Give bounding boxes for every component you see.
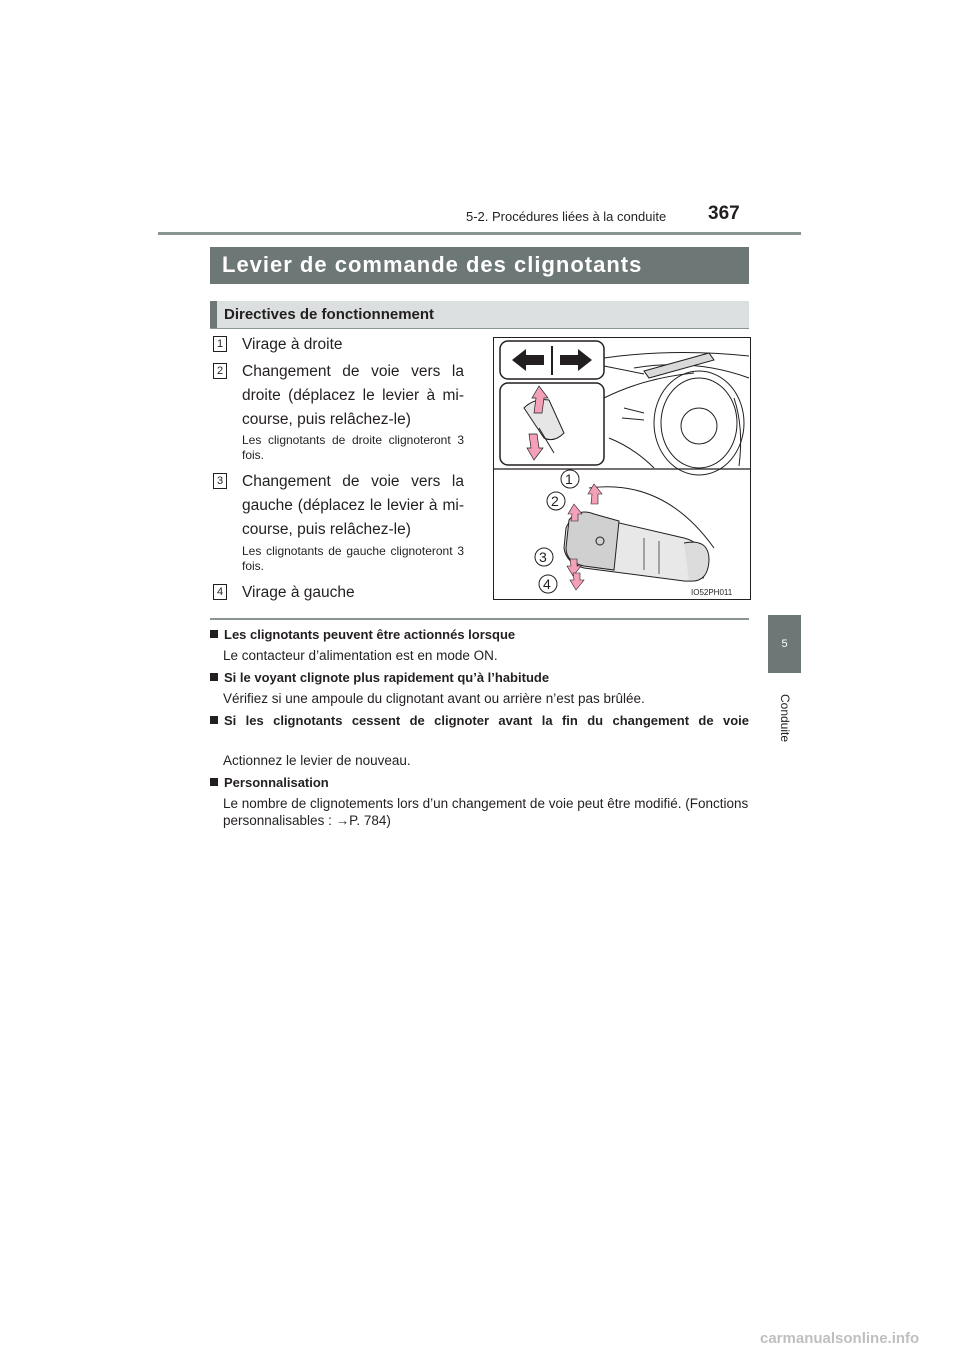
section-title: 5-2. Procédures liées à la conduite bbox=[466, 209, 667, 224]
figure-code: IO52PH011 bbox=[691, 588, 733, 597]
bullet-square-icon bbox=[210, 673, 218, 681]
note-heading-4: Personnalisation bbox=[210, 775, 750, 791]
callout-4: 4 bbox=[543, 576, 551, 592]
header-rule bbox=[158, 232, 801, 235]
page-title: Levier de commande des clignotants bbox=[222, 252, 643, 277]
step-text-2: Changement de voie vers la droite (déplacez le levier à mi-course, puis relâchez-le) bbox=[242, 363, 464, 428]
bullet-square-icon bbox=[210, 778, 218, 786]
step-note-2: Les clignotants de droite clignoteront 3 fois. bbox=[242, 433, 464, 462]
chapter-label: Conduite bbox=[778, 693, 792, 743]
lever-closeup bbox=[564, 487, 714, 581]
notes-separator bbox=[210, 618, 749, 620]
bullet-square-icon bbox=[210, 716, 218, 724]
title-bar bbox=[210, 247, 749, 284]
note-body-1: Le contacteur d’alimentation est en mode ON. bbox=[223, 648, 498, 663]
step-text-3: Changement de voie vers la gauche (déplacez le levier à mi-course, puis relâchez-le) bbox=[242, 473, 464, 538]
note-heading-1: Les clignotants peuvent être actionnés lorsque bbox=[210, 627, 750, 643]
turn-signal-illustration bbox=[493, 337, 751, 600]
step-text-4: Virage à gauche bbox=[242, 584, 355, 601]
note-body-3: Actionnez le levier de nouveau. bbox=[223, 753, 411, 768]
note-body-2: Vérifiez si une ampoule du clignotant avant ou arrière n’est pas brûlée. bbox=[223, 691, 645, 706]
note-body-4: Le nombre de clignotements lors d’un changement de voie peut être modifié. (Fonctions personnalisables : →P. 784) bbox=[223, 796, 749, 828]
callout-3: 3 bbox=[539, 549, 547, 565]
subtitle-accent bbox=[210, 301, 217, 328]
step-text-1: Virage à droite bbox=[242, 336, 343, 353]
step-note-3: Les clignotants de gauche clignoteront 3 fois. bbox=[242, 544, 464, 573]
chapter-label-box bbox=[770, 678, 800, 758]
callout-2: 2 bbox=[551, 493, 559, 509]
step-number-4: 4 bbox=[213, 584, 227, 600]
step-number-1: 1 bbox=[213, 336, 227, 352]
subtitle-bar bbox=[210, 301, 749, 328]
bullet-square-icon bbox=[210, 630, 218, 638]
step-number-3: 3 bbox=[213, 473, 227, 489]
page-number: 367 bbox=[708, 203, 740, 224]
lever-inset bbox=[500, 383, 604, 465]
subtitle: Directives de fonctionnement bbox=[224, 306, 435, 323]
note-heading-3: Si les clignotants cessent de clignoter avant la fin du changement de voie bbox=[210, 713, 749, 729]
arrow-panel bbox=[500, 341, 604, 379]
subtitle-rule bbox=[210, 328, 749, 329]
chapter-tab bbox=[768, 615, 801, 673]
note-heading-2: Si le voyant clignote plus rapidement qu’à l’habitude bbox=[210, 670, 750, 686]
chapter-number: 5 bbox=[781, 638, 788, 650]
illustration-svg bbox=[494, 338, 750, 599]
step-number-2: 2 bbox=[213, 363, 227, 379]
callout-1: 1 bbox=[565, 471, 573, 487]
watermark: carmanualsonline.info bbox=[760, 1330, 920, 1347]
